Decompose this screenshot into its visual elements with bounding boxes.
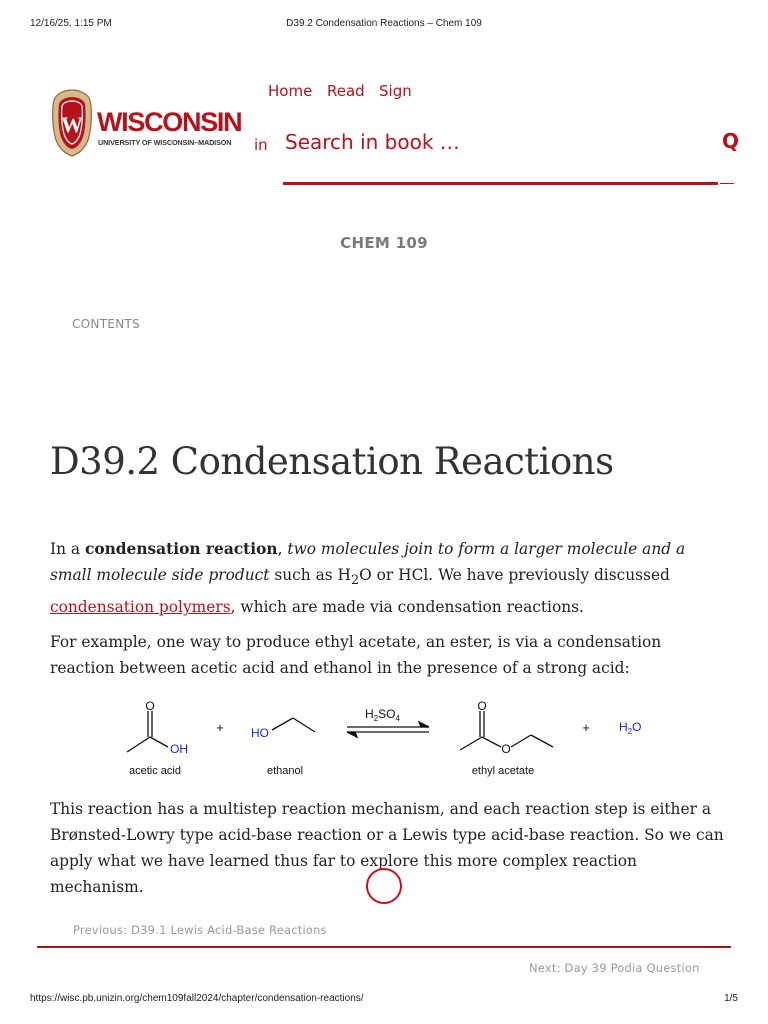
text-run: ,: [277, 540, 288, 558]
text-run: O or HCl. We have previously discussed: [359, 566, 670, 584]
definition-text: two molecules join to form a larger molecule and a small molecule side product: [50, 540, 686, 584]
contents-toggle[interactable]: CONTENTS: [72, 317, 141, 331]
logo-wordmark: WISCONSIN: [97, 107, 242, 137]
equilibrium-arrows: [347, 722, 429, 737]
footer-divider: [37, 946, 731, 948]
nav-sign-in-link[interactable]: Sign: [379, 82, 412, 100]
search-underline-tail: [720, 183, 734, 184]
mechanism-paragraph: This reaction has a multistep reaction mechanism, and each reaction step is either a Brønsted-Lowry type acid-base reaction or a Lewis type acid-base reaction. So we can apply what we have learned thus far to explore this more complex reaction mechanism.: [50, 800, 724, 896]
ethanol-structure: [272, 718, 315, 732]
course-title[interactable]: CHEM 109: [340, 234, 428, 252]
plus-sign: +: [216, 720, 224, 735]
plus-sign: +: [582, 720, 590, 735]
term-condensation-reaction: condensation reaction: [84, 540, 278, 558]
condensation-polymers-link[interactable]: condensation polymers: [50, 598, 231, 617]
print-header-title: D39.2 Condensation Reactions – Chem 109: [286, 18, 482, 29]
search-underline: [283, 182, 718, 185]
next-chapter-link[interactable]: Next: Day 39 Podia Question: [529, 961, 700, 975]
subscript: 2: [350, 573, 360, 589]
ethyl-acetate-label: ethyl acetate: [471, 765, 535, 777]
search-input[interactable]: [283, 126, 721, 158]
search-icon[interactable]: Q: [722, 129, 740, 153]
print-footer-page: 1/5: [724, 993, 738, 1004]
ethanol-hydroxyl-label: HO: [251, 726, 269, 740]
nav-sign-in-link-continuation[interactable]: in: [254, 136, 268, 154]
nav-read-link[interactable]: Read: [327, 82, 365, 100]
print-footer-url: https://wisc.pb.unizin.org/chem109fall2024/chapter/condensation-reactions/: [30, 993, 364, 1004]
reaction-scheme-figure: [115, 697, 655, 782]
crest-icon: [50, 88, 94, 158]
cursor-indicator: [366, 868, 402, 904]
text-run: , which are made via condensation reactions.: [230, 598, 584, 617]
logo-subtitle: UNIVERSITY OF WISCONSIN–MADISON: [98, 138, 232, 147]
text-run: In a: [50, 540, 85, 558]
uw-madison-logo[interactable]: [50, 88, 240, 158]
previous-chapter-link[interactable]: Previous: D39.1 Lewis Acid-Base Reactions: [73, 923, 327, 937]
ethanol-label: ethanol: [266, 765, 304, 777]
ester-oxygen-label: O: [501, 742, 511, 756]
acetic-acid-label: acetic acid: [129, 765, 181, 777]
carbonyl-oxygen-label: O: [145, 699, 155, 713]
water-label: $H_2O$: [619, 720, 642, 736]
example-paragraph: For example, one way to produce ethyl acetate, an ester, is via a condensation reaction between acetic acid and ethanol in the presence of a strong acid:: [50, 633, 662, 677]
hydroxyl-label: OH: [170, 742, 188, 756]
acetic-acid-structure: [127, 711, 168, 752]
print-header-datetime: 12/16/25, 1:15 PM: [30, 18, 112, 29]
intro-paragraph: [50, 536, 726, 620]
ester-carbonyl-oxygen-label: O: [477, 699, 487, 713]
nav-home-link[interactable]: Home: [268, 82, 313, 100]
catalyst-label: $H_2SO_4$: [365, 707, 400, 723]
crest-letter: W: [61, 112, 83, 137]
text-run: such as H: [269, 566, 351, 584]
chapter-title: D39.2 Condensation Reactions: [50, 440, 614, 483]
